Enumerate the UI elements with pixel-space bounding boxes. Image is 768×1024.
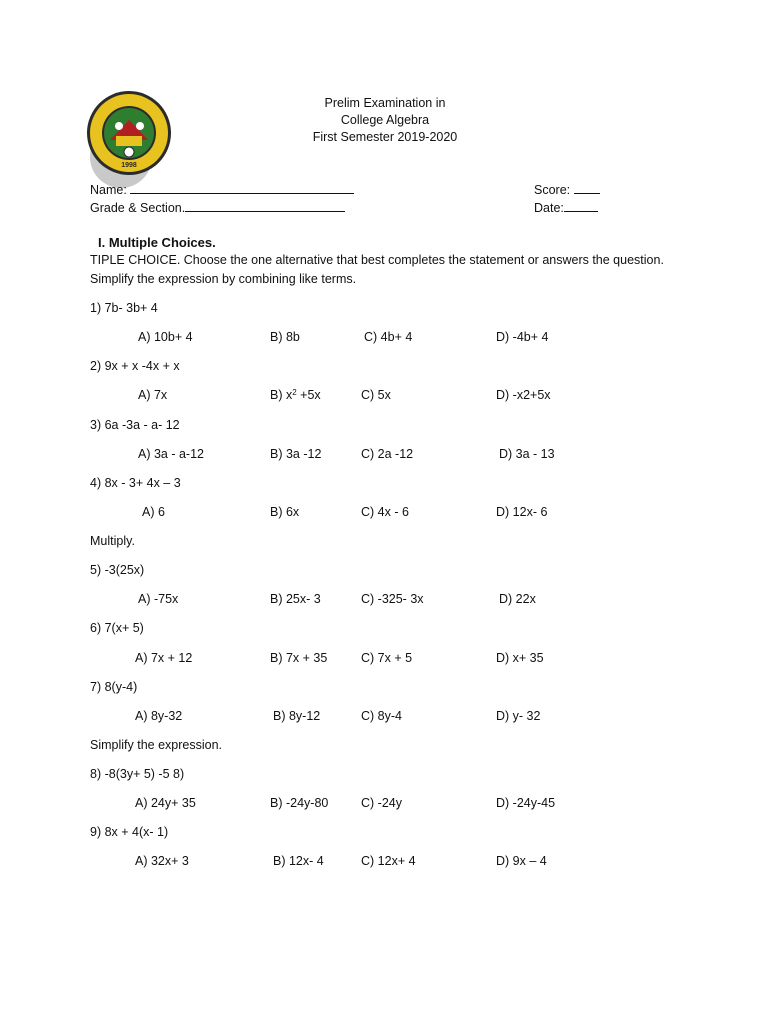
q2-option-b-base: B) x [270,388,293,402]
question-5: 5) -3(25x) [90,563,145,577]
q1-option-c[interactable]: C) 4b+ 4 [364,330,413,344]
question-1: 1) 7b- 3b+ 4 [90,301,158,315]
score-field[interactable] [534,182,600,197]
grade-section-field[interactable] [90,200,345,215]
q1-option-a[interactable]: A) 10b+ 4 [138,330,193,344]
question-4: 4) 8x - 3+ 4x – 3 [90,476,181,490]
q6-option-d[interactable]: D) x+ 35 [496,651,544,665]
q2-option-d[interactable]: D) -x2+5x [496,388,551,402]
college-seal [86,90,172,176]
score-blank[interactable] [574,182,600,194]
question-9: 9) 8x + 4(x- 1) [90,825,169,839]
date-field[interactable] [534,200,598,215]
date-blank[interactable] [564,200,598,212]
question-8: 8) -8(3y+ 5) -5 8) [90,767,185,781]
header-line-1: Prelim Examination in [324,96,446,110]
q2-option-a[interactable]: A) 7x [138,388,168,402]
q7-option-c[interactable]: C) 8y-4 [361,709,402,723]
q8-option-b[interactable]: B) -24y-80 [270,796,329,810]
grade-section-label: Grade & Section. [90,201,186,215]
q2-option-b-rest: +5x [296,388,321,402]
instruction-line-2: Simplify the expression by combining like terms. [90,272,357,286]
q1-option-d[interactable]: D) -4b+ 4 [496,330,549,344]
q7-option-d[interactable]: D) y- 32 [496,709,541,723]
q4-option-d[interactable]: D) 12x- 6 [496,505,548,519]
date-label: Date: [534,201,564,215]
q3-option-b[interactable]: B) 3a -12 [270,447,322,461]
q2-option-b-exponent: 2 [292,388,297,397]
q5-option-d[interactable]: D) 22x [499,592,536,606]
name-label: Name: [90,183,127,197]
q6-option-b[interactable]: B) 7x + 35 [270,651,328,665]
instruction-line-1: TIPLE CHOICE. Choose the one alternative that best completes the statement or answers the question. [90,253,664,267]
q6-option-c[interactable]: C) 7x + 5 [361,651,413,665]
question-2: 2) 9x + x -4x + x [90,359,180,373]
exam-header [300,95,470,146]
q1-option-b[interactable]: B) 8b [270,330,300,344]
q9-option-b[interactable]: B) 12x- 4 [273,854,324,868]
q9-option-a[interactable]: A) 32x+ 3 [135,854,189,868]
q5-option-b[interactable]: B) 25x- 3 [270,592,321,606]
q5-option-a[interactable]: A) -75x [138,592,179,606]
question-6: 6) 7(x+ 5) [90,621,144,635]
q8-option-c[interactable]: C) -24y [361,796,402,810]
seal-year: 1998 [121,162,137,169]
name-blank[interactable] [130,182,354,194]
q2-option-c[interactable]: C) 5x [361,388,391,402]
question-3: 3) 6a -3a - a- 12 [90,418,180,432]
header-line-2: College Algebra [340,113,430,127]
q4-option-b[interactable]: B) 6x [270,505,300,519]
q8-option-d[interactable]: D) -24y-45 [496,796,556,810]
q3-option-c[interactable]: C) 2a -12 [361,447,414,461]
question-7: 7) 8(y-4) [90,680,138,694]
q9-option-d[interactable]: D) 9x – 4 [496,854,547,868]
header-line-3: First Semester 2019-2020 [312,130,458,144]
instruction-multiply: Multiply. [90,534,135,548]
q4-option-c[interactable]: C) 4x - 6 [361,505,409,519]
section-title: I. Multiple Choices. [98,235,216,250]
q4-option-a[interactable]: A) 6 [142,505,165,519]
score-label: Score: [534,183,571,197]
grade-section-blank[interactable] [185,200,345,212]
q5-option-c[interactable]: C) -325- 3x [361,592,424,606]
q6-option-a[interactable]: A) 7x + 12 [135,651,193,665]
q7-option-a[interactable]: A) 8y-32 [135,709,183,723]
q2-option-b[interactable] [270,388,321,402]
q8-option-a[interactable]: A) 24y+ 35 [135,796,196,810]
q3-option-d[interactable]: D) 3a - 13 [499,447,555,461]
q3-option-a[interactable]: A) 3a - a-12 [138,447,205,461]
instruction-simplify: Simplify the expression. [90,738,223,752]
q7-option-b[interactable]: B) 8y-12 [273,709,321,723]
q9-option-c[interactable]: C) 12x+ 4 [361,854,416,868]
name-field[interactable] [90,182,354,197]
